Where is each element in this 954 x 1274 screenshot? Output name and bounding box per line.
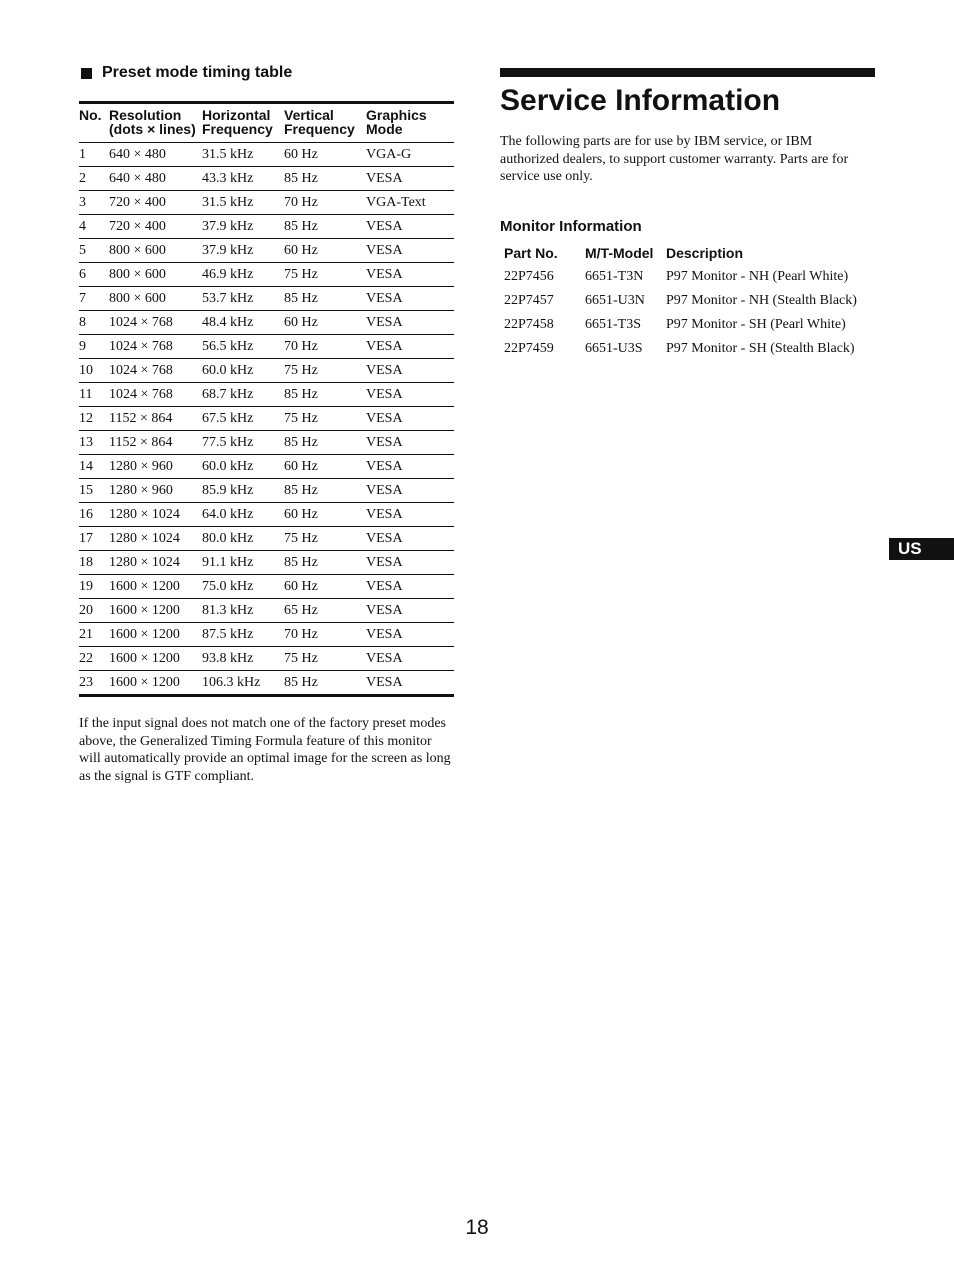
cell-horizontal-frequency: 81.3 kHz	[202, 599, 284, 623]
cell-graphics-mode: VESA	[366, 599, 454, 623]
cell-no: 19	[79, 575, 109, 599]
cell-resolution: 1600 × 1200	[109, 599, 202, 623]
cell-graphics-mode: VESA	[366, 239, 454, 263]
gtf-note: If the input signal does not match one of the factory preset modes above, the Generalized Timing Formula feature of this monitor will automatically provide an optimal image for the screen as long as the signal is GTF compliant.	[79, 716, 451, 785]
cell-resolution: 800 × 600	[109, 287, 202, 311]
table-row	[79, 383, 454, 407]
table-header-row	[79, 103, 454, 143]
cell-no: 21	[79, 623, 109, 647]
cell-vertical-frequency: 60 Hz	[284, 575, 366, 599]
timing-table-body	[79, 143, 454, 696]
cell-horizontal-frequency: 68.7 kHz	[202, 383, 284, 407]
cell-resolution: 1600 × 1200	[109, 623, 202, 647]
cell-resolution: 1152 × 864	[109, 431, 202, 455]
cell-horizontal-frequency: 56.5 kHz	[202, 335, 284, 359]
left-column	[79, 62, 454, 786]
right-column	[500, 68, 875, 361]
cell-graphics-mode: VESA	[366, 167, 454, 191]
cell-no: 8	[79, 311, 109, 335]
cell-vertical-frequency: 60 Hz	[284, 455, 366, 479]
parts-row	[504, 289, 857, 313]
table-row	[79, 239, 454, 263]
cell-no: 7	[79, 287, 109, 311]
cell-vertical-frequency: 70 Hz	[284, 191, 366, 215]
table-row	[79, 407, 454, 431]
col-header-resolution: Resolution (dots × lines)	[109, 103, 202, 143]
cell-horizontal-frequency: 80.0 kHz	[202, 527, 284, 551]
cell-no: 2	[79, 167, 109, 191]
cell-vertical-frequency: 75 Hz	[284, 263, 366, 287]
cell-resolution: 720 × 400	[109, 215, 202, 239]
col-header-horizontal-frequency: Horizontal Frequency	[202, 103, 284, 143]
cell-resolution: 1280 × 960	[109, 455, 202, 479]
table-row	[79, 503, 454, 527]
cell-horizontal-frequency: 48.4 kHz	[202, 311, 284, 335]
cell-no: 16	[79, 503, 109, 527]
cell-resolution: 1024 × 768	[109, 335, 202, 359]
cell-horizontal-frequency: 87.5 kHz	[202, 623, 284, 647]
cell-part-no: 22P7457	[504, 293, 554, 309]
cell-vertical-frequency: 85 Hz	[284, 167, 366, 191]
cell-no: 14	[79, 455, 109, 479]
cell-part-no: 22P7456	[504, 269, 554, 285]
cell-graphics-mode: VESA	[366, 647, 454, 671]
cell-vertical-frequency: 85 Hz	[284, 675, 318, 690]
cell-no: 4	[79, 215, 109, 239]
parts-table-body	[504, 265, 857, 361]
cell-horizontal-frequency: 60.0 kHz	[202, 455, 284, 479]
cell-resolution: 1600 × 1200	[109, 647, 202, 671]
cell-graphics-mode: VESA	[366, 407, 454, 431]
cell-no: 9	[79, 335, 109, 359]
cell-resolution: 1600 × 1200	[109, 575, 202, 599]
cell-resolution: 1024 × 768	[109, 311, 202, 335]
square-bullet-icon	[81, 68, 92, 79]
table-row	[79, 335, 454, 359]
cell-graphics-mode: VESA	[366, 675, 403, 690]
cell-graphics-mode: VESA	[366, 335, 454, 359]
parts-row	[504, 265, 857, 289]
table-row	[79, 263, 454, 287]
table-row	[79, 575, 454, 599]
cell-graphics-mode: VESA	[366, 215, 454, 239]
cell-vertical-frequency: 75 Hz	[284, 647, 366, 671]
cell-resolution: 1280 × 960	[109, 479, 202, 503]
cell-resolution: 1600 × 1200	[109, 675, 180, 690]
cell-graphics-mode: VESA	[366, 455, 454, 479]
page-number: 18	[465, 1216, 489, 1239]
cell-no: 15	[79, 479, 109, 503]
cell-horizontal-frequency: 67.5 kHz	[202, 407, 284, 431]
cell-resolution: 800 × 600	[109, 263, 202, 287]
monitor-info-heading: Monitor Information	[500, 218, 642, 236]
cell-vertical-frequency: 60 Hz	[284, 311, 366, 335]
cell-horizontal-frequency: 64.0 kHz	[202, 503, 284, 527]
cell-resolution: 1024 × 768	[109, 383, 202, 407]
parts-header-row	[504, 241, 857, 265]
cell-graphics-mode: VESA	[366, 527, 454, 551]
cell-no: 22	[79, 647, 109, 671]
cell-resolution: 1280 × 1024	[109, 503, 202, 527]
cell-graphics-mode: VESA	[366, 431, 454, 455]
cell-resolution: 1280 × 1024	[109, 551, 202, 575]
cell-no: 23	[79, 675, 93, 690]
cell-graphics-mode: VESA	[366, 359, 454, 383]
table-row	[79, 479, 454, 503]
col-header-description: Description	[666, 245, 744, 262]
cell-vertical-frequency: 70 Hz	[284, 335, 366, 359]
cell-resolution: 1024 × 768	[109, 359, 202, 383]
table-row	[79, 551, 454, 575]
cell-graphics-mode: VESA	[366, 479, 454, 503]
cell-vertical-frequency: 85 Hz	[284, 431, 366, 455]
cell-horizontal-frequency: 53.7 kHz	[202, 287, 284, 311]
preset-timing-table	[79, 101, 454, 697]
cell-part-no: 22P7458	[504, 317, 554, 333]
table-row	[79, 359, 454, 383]
cell-horizontal-frequency: 106.3 kHz	[202, 675, 261, 690]
cell-resolution: 720 × 400	[109, 191, 202, 215]
cell-mt-model: 6651-T3N	[585, 269, 644, 285]
table-row	[79, 143, 454, 167]
cell-mt-model: 6651-U3N	[585, 293, 645, 309]
cell-vertical-frequency: 85 Hz	[284, 215, 366, 239]
cell-mt-model: 6651-T3S	[585, 317, 641, 333]
cell-graphics-mode: VESA	[366, 287, 454, 311]
cell-no: 6	[79, 263, 109, 287]
cell-no: 1	[79, 143, 109, 167]
cell-horizontal-frequency: 31.5 kHz	[202, 143, 284, 167]
col-header-part-no: Part No.	[504, 245, 558, 262]
cell-resolution: 1152 × 864	[109, 407, 202, 431]
cell-horizontal-frequency: 60.0 kHz	[202, 359, 284, 383]
cell-no: 13	[79, 431, 109, 455]
col-header-vertical-frequency: Vertical Frequency	[284, 103, 366, 143]
col-header-no: No.	[79, 103, 109, 143]
col-header-graphics-mode: Graphics Mode	[366, 103, 454, 143]
cell-no: 10	[79, 359, 109, 383]
parts-table	[504, 241, 857, 361]
cell-horizontal-frequency: 43.3 kHz	[202, 167, 284, 191]
cell-resolution: 800 × 600	[109, 239, 202, 263]
cell-vertical-frequency: 75 Hz	[284, 407, 366, 431]
cell-no: 3	[79, 191, 109, 215]
cell-vertical-frequency: 75 Hz	[284, 527, 366, 551]
cell-graphics-mode: VESA	[366, 383, 454, 407]
cell-horizontal-frequency: 85.9 kHz	[202, 479, 284, 503]
table-row	[79, 671, 454, 696]
table-row	[79, 623, 454, 647]
table-row	[79, 191, 454, 215]
cell-horizontal-frequency: 37.9 kHz	[202, 239, 284, 263]
cell-horizontal-frequency: 46.9 kHz	[202, 263, 284, 287]
cell-horizontal-frequency: 37.9 kHz	[202, 215, 284, 239]
cell-vertical-frequency: 75 Hz	[284, 359, 366, 383]
table-row	[79, 599, 454, 623]
cell-graphics-mode: VGA-Text	[366, 191, 454, 215]
cell-vertical-frequency: 60 Hz	[284, 239, 366, 263]
cell-vertical-frequency: 85 Hz	[284, 383, 366, 407]
cell-horizontal-frequency: 31.5 kHz	[202, 191, 284, 215]
table-row	[79, 215, 454, 239]
cell-part-no: 22P7459	[504, 341, 554, 357]
table-row	[79, 167, 454, 191]
cell-description: P97 Monitor - SH (Stealth Black)	[666, 341, 855, 357]
page-title: Service Information	[500, 84, 781, 117]
cell-no: 18	[79, 551, 109, 575]
cell-graphics-mode: VGA-G	[366, 143, 454, 167]
cell-vertical-frequency: 60 Hz	[284, 503, 366, 527]
cell-vertical-frequency: 85 Hz	[284, 287, 366, 311]
cell-description: P97 Monitor - SH (Pearl White)	[666, 317, 846, 333]
parts-row	[504, 337, 857, 361]
language-tab: US	[889, 538, 954, 560]
cell-horizontal-frequency: 77.5 kHz	[202, 431, 284, 455]
cell-no: 20	[79, 599, 109, 623]
cell-vertical-frequency: 70 Hz	[284, 623, 366, 647]
cell-vertical-frequency: 85 Hz	[284, 479, 366, 503]
cell-graphics-mode: VESA	[366, 575, 454, 599]
section-heading	[79, 62, 454, 84]
cell-graphics-mode: VESA	[366, 263, 454, 287]
cell-vertical-frequency: 65 Hz	[284, 599, 366, 623]
cell-resolution: 640 × 480	[109, 167, 202, 191]
cell-horizontal-frequency: 91.1 kHz	[202, 551, 284, 575]
table-row	[79, 311, 454, 335]
cell-description: P97 Monitor - NH (Pearl White)	[666, 269, 849, 285]
section-heading-text: Preset mode timing table	[102, 64, 293, 81]
cell-resolution: 1280 × 1024	[109, 527, 202, 551]
cell-description: P97 Monitor - NH (Stealth Black)	[666, 293, 857, 309]
cell-no: 5	[79, 239, 109, 263]
service-intro: The following parts are for use by IBM service, or IBM authorized dealers, to support customer warranty. Parts are for service use only.	[500, 134, 849, 185]
col-header-mt-model: M/T-Model	[585, 245, 654, 262]
table-row	[79, 527, 454, 551]
cell-horizontal-frequency: 75.0 kHz	[202, 575, 284, 599]
title-rule	[500, 68, 875, 77]
cell-no: 11	[79, 383, 109, 407]
cell-graphics-mode: VESA	[366, 551, 454, 575]
cell-mt-model: 6651-U3S	[585, 341, 643, 357]
cell-vertical-frequency: 60 Hz	[284, 143, 366, 167]
cell-no: 12	[79, 407, 109, 431]
cell-no: 17	[79, 527, 109, 551]
cell-vertical-frequency: 85 Hz	[284, 551, 366, 575]
table-row	[79, 287, 454, 311]
cell-graphics-mode: VESA	[366, 503, 454, 527]
cell-horizontal-frequency: 93.8 kHz	[202, 647, 284, 671]
cell-graphics-mode: VESA	[366, 311, 454, 335]
table-row	[79, 455, 454, 479]
table-row	[79, 647, 454, 671]
cell-graphics-mode: VESA	[366, 623, 454, 647]
parts-row	[504, 313, 857, 337]
cell-resolution: 640 × 480	[109, 143, 202, 167]
table-row	[79, 431, 454, 455]
